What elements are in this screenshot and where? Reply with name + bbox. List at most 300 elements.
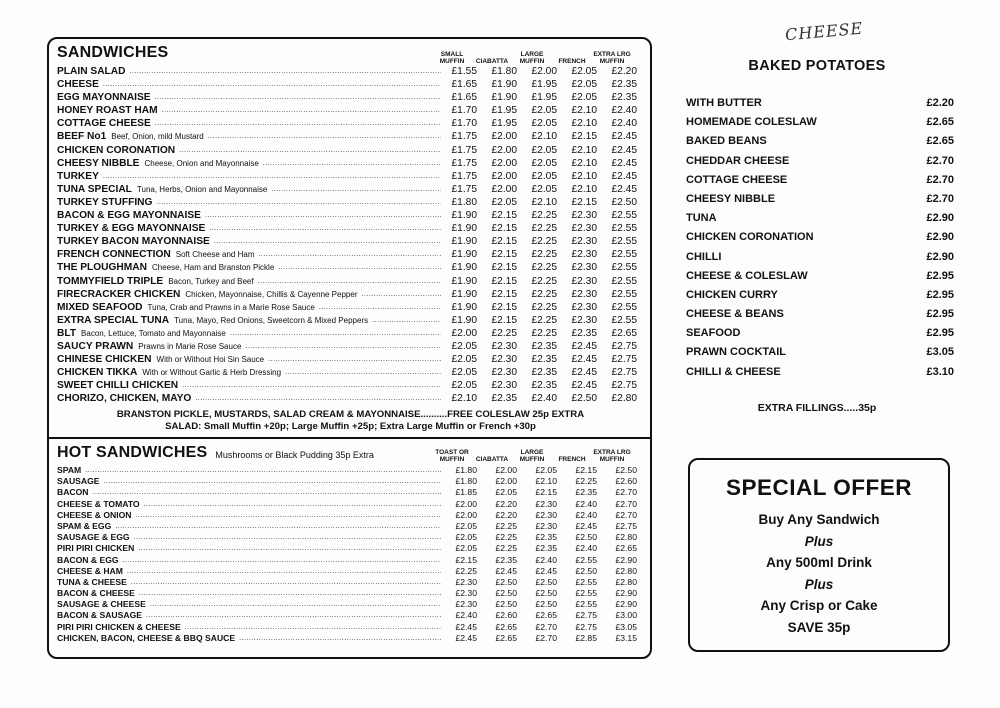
potato-row	[686, 211, 956, 230]
item-price: £2.05	[571, 66, 597, 77]
item-price: £2.55	[575, 588, 597, 599]
column-header: SMALL MUFFIN	[439, 51, 465, 65]
item-price: £2.90	[615, 554, 637, 565]
item-price: £2.20	[495, 498, 517, 509]
item-price: £2.30	[535, 509, 557, 520]
potato-row	[686, 307, 956, 326]
item-price: £2.45	[535, 565, 557, 576]
column-header: EXTRA LRG MUFFIN	[593, 449, 631, 463]
item-price: £2.35	[531, 380, 557, 392]
potato-name: SEAFOOD	[686, 327, 741, 340]
item-price: £2.15	[491, 275, 517, 287]
menu-row	[57, 521, 641, 532]
item-price: £2.35	[611, 79, 637, 91]
menu-item	[57, 543, 441, 554]
item-price: £2.80	[615, 565, 637, 576]
menu-item	[57, 248, 441, 261]
item-name: SAUCY PRAWN	[57, 340, 134, 352]
item-price: £2.35	[535, 543, 557, 554]
item-price: £2.10	[451, 393, 477, 405]
menu-row	[57, 65, 641, 78]
potato-name: CHEESE & COLESLAW	[686, 269, 808, 282]
item-name: SAUSAGE	[57, 476, 100, 487]
item-price: £2.50	[615, 465, 637, 475]
item-price: £2.70	[615, 498, 637, 509]
item-name: EGG MAYONNAISE	[57, 92, 151, 104]
item-price: £2.50	[535, 576, 557, 587]
column-header: LARGE MUFFIN	[519, 449, 545, 463]
potato-price: £2.90	[926, 250, 954, 263]
menu-item	[57, 327, 441, 340]
item-price: £2.70	[615, 487, 637, 498]
item-price: £1.75	[451, 131, 477, 143]
item-name: TURKEY STUFFING	[57, 196, 153, 208]
item-price: £2.70	[535, 632, 557, 643]
special-offer-box	[688, 458, 950, 652]
item-price: £2.40	[575, 498, 597, 509]
item-price: £2.30	[571, 275, 597, 287]
item-price: £2.05	[535, 465, 557, 475]
item-price: £2.30	[455, 599, 477, 610]
item-price: £2.25	[455, 565, 477, 576]
item-price: £2.65	[535, 610, 557, 621]
item-price: £2.50	[575, 565, 597, 576]
column-header: FRENCH	[558, 58, 586, 65]
item-price: £3.15	[615, 632, 637, 643]
item-price: £2.30	[571, 210, 597, 222]
menu-row	[57, 566, 641, 577]
item-price: £2.00	[495, 465, 517, 475]
menu-item	[57, 487, 441, 498]
potato-row	[686, 115, 956, 134]
item-price: £2.05	[531, 118, 557, 130]
item-price: £1.90	[491, 92, 517, 104]
item-name: TUNA SPECIAL	[57, 183, 132, 195]
item-name: CHEESE & TOMATO	[57, 498, 140, 509]
item-price: £2.55	[611, 288, 637, 300]
item-price: £2.30	[455, 576, 477, 587]
item-price: £2.35	[575, 487, 597, 498]
item-price: £1.90	[451, 288, 477, 300]
item-price: £2.00	[495, 476, 517, 487]
item-price: £2.30	[535, 498, 557, 509]
item-price: £2.15	[535, 487, 557, 498]
item-price: £2.80	[615, 576, 637, 587]
item-name: SAUSAGE & EGG	[57, 532, 130, 543]
item-price: £2.05	[531, 170, 557, 182]
item-name: TURKEY	[57, 170, 99, 182]
sandwiches-title: SANDWICHES	[57, 44, 169, 61]
menu-item	[57, 588, 441, 599]
item-price: £2.30	[571, 288, 597, 300]
item-price: £2.05	[531, 144, 557, 156]
menu-item	[57, 65, 441, 78]
menu-item	[57, 510, 441, 521]
potato-row	[686, 269, 956, 288]
potato-row	[686, 326, 956, 345]
item-price: £2.45	[571, 340, 597, 352]
menu-row	[57, 476, 641, 487]
item-price: £2.10	[531, 131, 557, 143]
menu-item	[57, 465, 441, 476]
menu-item	[57, 633, 441, 644]
menu-row	[57, 288, 641, 301]
potato-name: BAKED BEANS	[686, 135, 767, 148]
column-header: CIABATTA	[475, 58, 509, 65]
menu-row	[57, 633, 641, 644]
item-name: PLAIN SALAD	[57, 66, 126, 77]
item-name: PIRI PIRI CHICKEN & CHEESE	[57, 621, 181, 632]
item-price: £2.35	[531, 367, 557, 379]
item-name: CHEESE & ONION	[57, 509, 132, 520]
menu-item	[57, 379, 441, 392]
potato-row	[686, 96, 956, 115]
item-name: BACON & EGG MAYONNAISE	[57, 210, 201, 222]
menu-row	[57, 487, 641, 498]
item-price: £2.10	[571, 118, 597, 130]
item-price: £2.00	[451, 327, 477, 339]
column-header: LARGE MUFFIN	[519, 51, 545, 65]
menu-row	[57, 314, 641, 327]
menu-row	[57, 117, 641, 130]
item-price: £2.25	[531, 210, 557, 222]
hot-sandwiches-title: HOT SANDWICHES	[57, 444, 208, 461]
sandwiches-column-headers	[49, 39, 652, 65]
handwritten-note: CHEESE	[784, 18, 864, 45]
potato-price: £2.70	[926, 154, 954, 167]
potato-row	[686, 288, 956, 307]
menu-item	[57, 117, 441, 130]
item-price: £2.00	[491, 183, 517, 195]
item-price: £2.10	[535, 476, 557, 487]
item-name: BACON	[57, 487, 89, 498]
column-header: TOAST OR MUFFIN	[435, 449, 469, 463]
item-name: TOMMYFIELD TRIPLE	[57, 275, 164, 287]
potato-row	[686, 173, 956, 192]
sandwiches-list	[57, 65, 641, 405]
item-price: £2.05	[531, 105, 557, 117]
item-name: BACON & CHEESE	[57, 588, 135, 599]
item-description: With or Without Hoi Sin Sauce	[156, 355, 265, 365]
menu-item	[57, 499, 441, 510]
item-name: EXTRA SPECIAL TUNA	[57, 314, 170, 326]
potato-row	[686, 192, 956, 211]
menu-item	[57, 599, 441, 610]
item-price: £1.75	[451, 144, 477, 156]
item-price: £2.55	[575, 576, 597, 587]
item-description: Soft Cheese and Ham	[175, 250, 255, 260]
menu-row	[57, 248, 641, 261]
item-name: CHORIZO, CHICKEN, MAYO	[57, 393, 192, 405]
item-price: £2.00	[491, 144, 517, 156]
potato-price: £2.70	[926, 173, 954, 186]
menu-item	[57, 340, 441, 353]
item-price: £2.35	[611, 92, 637, 104]
menu-item	[57, 314, 441, 327]
item-price: £2.70	[615, 509, 637, 520]
potato-price: £2.95	[926, 269, 954, 282]
item-price: £1.90	[451, 223, 477, 235]
item-price: £2.05	[455, 532, 477, 543]
item-price: £1.95	[531, 79, 557, 91]
item-price: £2.60	[615, 476, 637, 487]
item-price: £1.95	[491, 105, 517, 117]
item-price: £2.45	[571, 367, 597, 379]
item-name: TUNA & CHEESE	[57, 576, 127, 587]
menu-item	[57, 78, 441, 91]
item-price: £2.15	[571, 196, 597, 208]
item-price: £2.40	[575, 543, 597, 554]
item-price: £2.50	[495, 576, 517, 587]
item-name: BACON & EGG	[57, 554, 119, 565]
menu-item	[57, 91, 441, 104]
item-price: £2.10	[531, 196, 557, 208]
item-price: £1.65	[451, 92, 477, 104]
item-price: £2.50	[571, 393, 597, 405]
item-price: £1.70	[451, 118, 477, 130]
menu-row	[57, 392, 641, 405]
item-price: £2.20	[495, 509, 517, 520]
item-price: £2.45	[455, 632, 477, 643]
item-price: £2.65	[615, 543, 637, 554]
menu-row	[57, 301, 641, 314]
menu-row	[57, 235, 641, 248]
menu-item	[57, 261, 441, 274]
menu-row	[57, 499, 641, 510]
item-price: £2.90	[615, 588, 637, 599]
hot-sandwiches-note: Mushrooms or Black Pudding 35p Extra	[215, 450, 374, 460]
item-price: £2.55	[611, 210, 637, 222]
item-price: £2.50	[575, 532, 597, 543]
menu-row	[57, 366, 641, 379]
menu-item	[57, 222, 441, 235]
item-price: £2.45	[571, 380, 597, 392]
item-price: £2.40	[531, 393, 557, 405]
item-description: Cheese, Onion and Mayonnaise	[144, 158, 259, 168]
item-price: £2.25	[495, 520, 517, 531]
menu-row	[57, 327, 641, 340]
hot-column-headers	[49, 437, 652, 463]
item-price: £2.05	[531, 157, 557, 169]
item-description: Tuna, Herbs, Onion and Mayonnaise	[136, 184, 268, 194]
item-price: £2.50	[535, 588, 557, 599]
item-price: £2.30	[491, 354, 517, 366]
item-price: £2.05	[531, 183, 557, 195]
item-price: £2.75	[575, 621, 597, 632]
item-price: £2.80	[615, 532, 637, 543]
column-header: CIABATTA	[475, 456, 509, 463]
item-name: CHICKEN, BACON, CHEESE & BBQ SAUCE	[57, 632, 236, 643]
item-price: £2.40	[575, 509, 597, 520]
potato-price: £2.70	[926, 192, 954, 205]
item-name: PIRI PIRI CHICKEN	[57, 543, 135, 554]
item-name: CHEESE	[57, 79, 99, 91]
item-price: £2.00	[491, 157, 517, 169]
menu-row	[57, 91, 641, 104]
menu-item	[57, 183, 441, 196]
menu-item	[57, 476, 441, 487]
item-description: Chicken, Mayonnaise, Chillis & Cayenne Pepper	[185, 289, 358, 299]
item-price: £2.30	[571, 236, 597, 248]
item-price: £2.25	[531, 236, 557, 248]
item-price: £3.00	[615, 610, 637, 621]
extra-fillings-note: EXTRA FILLINGS.....35p	[757, 402, 877, 414]
potato-row	[686, 250, 956, 269]
item-name: CHINESE CHICKEN	[57, 354, 152, 366]
item-price: £2.00	[491, 131, 517, 143]
item-price: £1.90	[451, 236, 477, 248]
item-name: BLT	[57, 327, 77, 339]
item-name: BEEF No1	[57, 131, 107, 143]
item-price: £1.80	[455, 476, 477, 487]
item-price: £2.15	[491, 262, 517, 274]
item-name: CHICKEN CORONATION	[57, 144, 176, 156]
item-price: £2.35	[571, 327, 597, 339]
item-name: MIXED SEAFOOD	[57, 301, 143, 313]
item-price: £2.30	[491, 380, 517, 392]
item-price: £2.15	[571, 131, 597, 143]
potato-price: £2.90	[926, 231, 954, 244]
item-price: £2.75	[575, 610, 597, 621]
item-price: £1.75	[451, 170, 477, 182]
item-price: £2.30	[491, 340, 517, 352]
potato-price: £3.10	[926, 365, 954, 378]
item-price: £1.95	[531, 92, 557, 104]
item-price: £2.40	[535, 554, 557, 565]
menu-item	[57, 610, 441, 621]
item-price: £2.15	[491, 210, 517, 222]
potato-row	[686, 154, 956, 173]
item-price: £2.00	[531, 66, 557, 77]
item-price: £2.15	[491, 301, 517, 313]
item-price: £2.45	[455, 621, 477, 632]
item-description: Prawns in Marie Rose Sauce	[138, 341, 242, 351]
menu-item	[57, 104, 441, 117]
item-price: £2.45	[575, 520, 597, 531]
item-price: £2.70	[535, 621, 557, 632]
item-price: £1.90	[451, 275, 477, 287]
item-price: £2.75	[611, 367, 637, 379]
item-description: Cheese, Ham and Branston Pickle	[152, 263, 275, 273]
item-price: £2.25	[531, 249, 557, 261]
item-price: £2.65	[611, 327, 637, 339]
menu-item	[57, 555, 441, 566]
item-price: £2.05	[571, 92, 597, 104]
item-description: With or Without Garlic & Herb Dressing	[142, 368, 282, 378]
menu-item	[57, 144, 441, 157]
item-price: £2.20	[611, 66, 637, 77]
item-price: £2.15	[455, 554, 477, 565]
potato-price: £2.65	[926, 116, 954, 129]
offer-line: Any 500ml Drink	[766, 555, 872, 570]
menu-row	[57, 543, 641, 554]
menu-item	[57, 566, 441, 577]
menu-row	[57, 353, 641, 366]
item-price: £2.35	[531, 340, 557, 352]
item-price: £1.95	[491, 118, 517, 130]
item-price: £2.05	[495, 487, 517, 498]
potato-row	[686, 365, 956, 384]
potato-name: CHICKEN CORONATION	[686, 231, 814, 244]
item-price: £2.55	[611, 301, 637, 313]
item-name: TURKEY BACON MAYONNAISE	[57, 236, 210, 248]
item-name: FIRECRACKER CHICKEN	[57, 288, 181, 300]
item-price: £2.15	[491, 288, 517, 300]
item-price: £1.90	[451, 301, 477, 313]
potato-name: CHILLI	[686, 250, 722, 263]
item-price: £2.30	[455, 588, 477, 599]
column-header: FRENCH	[558, 456, 586, 463]
item-price: £1.90	[451, 210, 477, 222]
item-price: £1.70	[451, 105, 477, 117]
menu-row	[57, 104, 641, 117]
item-name: CHEESE & HAM	[57, 565, 123, 576]
item-price: £2.25	[531, 223, 557, 235]
potato-name: CHEESY NIBBLE	[686, 192, 776, 205]
item-price: £2.10	[571, 105, 597, 117]
item-price: £1.80	[455, 465, 477, 475]
offer-line: Buy Any Sandwich	[758, 512, 880, 527]
item-price: £2.50	[495, 599, 517, 610]
offer-save-line: SAVE 35p	[787, 619, 851, 635]
potato-name: CHILLI & CHEESE	[686, 365, 781, 378]
item-price: £2.10	[571, 183, 597, 195]
potato-row	[686, 230, 956, 249]
menu-item	[57, 532, 441, 543]
offer-plus: Plus	[804, 533, 834, 549]
item-price: £1.90	[451, 314, 477, 326]
menu-row	[57, 144, 641, 157]
item-description: Beef, Onion, mild Mustard	[111, 132, 204, 142]
item-price: £2.30	[571, 249, 597, 261]
offer-line: Any Crisp or Cake	[760, 598, 878, 613]
item-price: £2.15	[491, 249, 517, 261]
item-price: £2.55	[611, 275, 637, 287]
item-price: £2.55	[611, 249, 637, 261]
potato-price: £3.05	[926, 346, 954, 359]
potato-row	[686, 345, 956, 364]
item-name: CHEESY NIBBLE	[57, 157, 140, 169]
item-price: £2.25	[531, 275, 557, 287]
item-name: BACON & SAUSAGE	[57, 610, 142, 621]
menu-row	[57, 183, 641, 196]
potato-price: £2.65	[926, 135, 954, 148]
item-price: £2.30	[571, 314, 597, 326]
menu-item	[57, 392, 441, 405]
menu-row	[57, 379, 641, 392]
potato-name: PRAWN COCKTAIL	[686, 346, 787, 359]
item-price: £2.25	[531, 314, 557, 326]
item-name: FRENCH CONNECTION	[57, 249, 171, 261]
item-price: £2.15	[491, 236, 517, 248]
menu-row	[57, 222, 641, 235]
potato-price: £2.95	[926, 327, 954, 340]
item-price: £2.45	[611, 157, 637, 169]
menu-row	[57, 261, 641, 274]
menu-item	[57, 288, 441, 301]
item-price: £2.00	[491, 170, 517, 182]
menu-item	[57, 577, 441, 588]
item-price: £2.90	[615, 599, 637, 610]
item-price: £2.30	[571, 262, 597, 274]
salad-extras-line: SALAD: Small Muffin +20p; Large Muffin +25p; Extra Large Muffin or French +30p	[165, 421, 536, 432]
potato-price: £2.90	[926, 212, 954, 225]
menu-row	[57, 622, 641, 633]
item-price: £2.35	[491, 393, 517, 405]
item-price: £2.45	[571, 354, 597, 366]
item-price: £2.00	[455, 509, 477, 520]
potato-name: WITH BUTTER	[686, 97, 762, 109]
